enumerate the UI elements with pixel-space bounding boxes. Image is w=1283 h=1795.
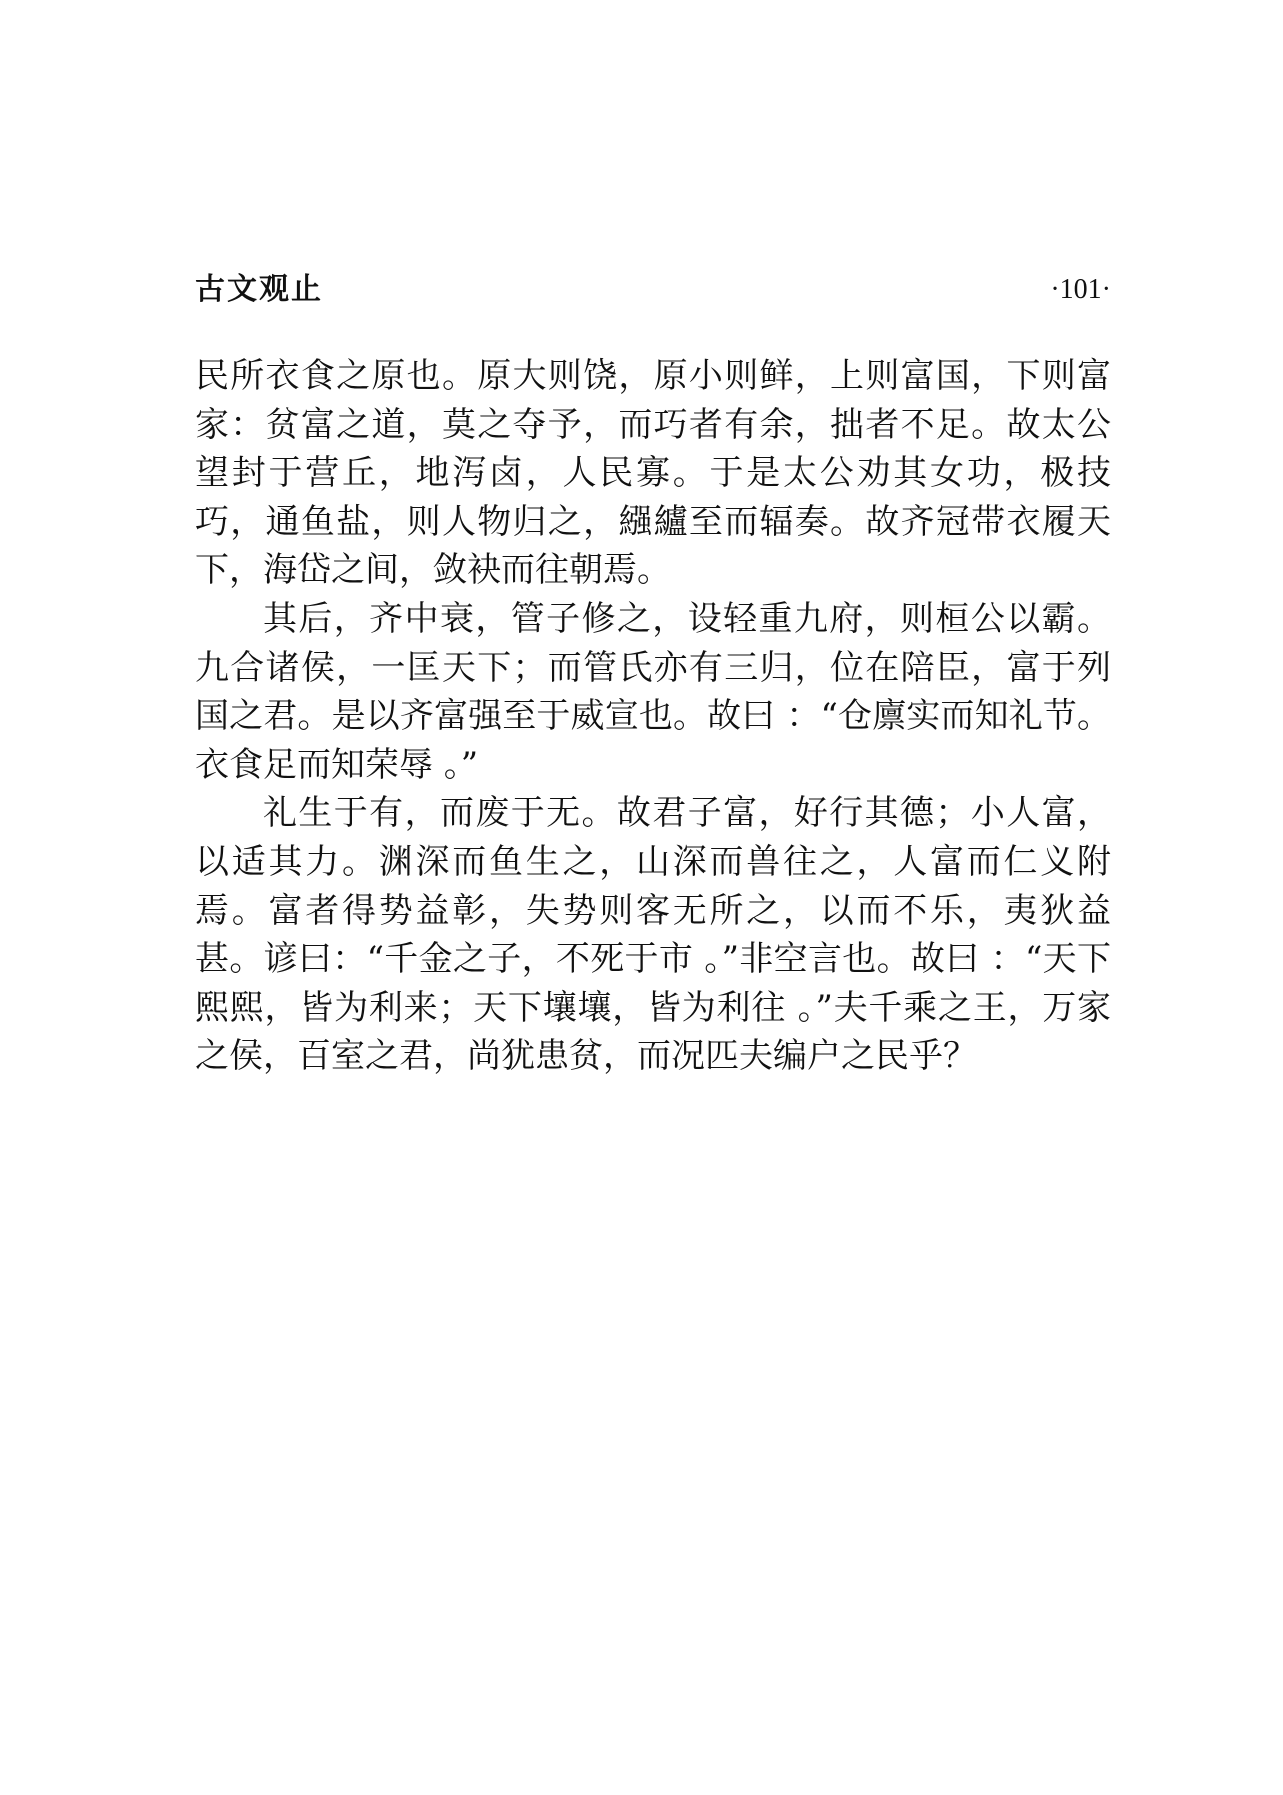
running-header [195, 268, 1111, 312]
page-number: ·101· [1050, 274, 1111, 305]
paragraph-1: 民所衣食之原也。原大则饶，原小则鲜，上则富国，下则富家：贫富之道，莫之夺予，而巧者有余，拙者不足。故太公望封于营丘，地泻卤，人民寡。于是太公劝其女功，极技巧，通鱼盐，则人物归之，繦纑至而辐奏。故齐冠带衣履天下，海岱之间，敛袂而往朝焉。 [195, 356, 1111, 591]
paragraph-2: 其后，齐中衰，管子修之，设轻重九府，则桓公以霸。九合诸侯，一匡天下；而管氏亦有三归，位在陪臣，富于列国之君。是以齐富强至于威宣也。故曰 ：“仓廪实而知礼节。衣食足而知荣辱 。” [195, 598, 1111, 785]
book-title: 古文观止 [195, 272, 323, 307]
book-page [195, 0, 1111, 1795]
body-text [195, 352, 1111, 1081]
paragraph-3: 礼生于有，而废于无。故君子富，好行其德；小人富，以适其力。渊深而鱼生之，山深而兽往之，人富而仁义附焉。富者得势益彰，失势则客无所之，以而不乐，夷狄益甚。谚曰：“千金之子，不死于市 。”非空言也。故曰 ：“天下熙熙，皆为利来；天下壤壤，皆为利往 。”夫千乘之王，万家之侯，百室之君，尚犹患贫，而况匹夫编户之民乎？ [195, 793, 1111, 1077]
